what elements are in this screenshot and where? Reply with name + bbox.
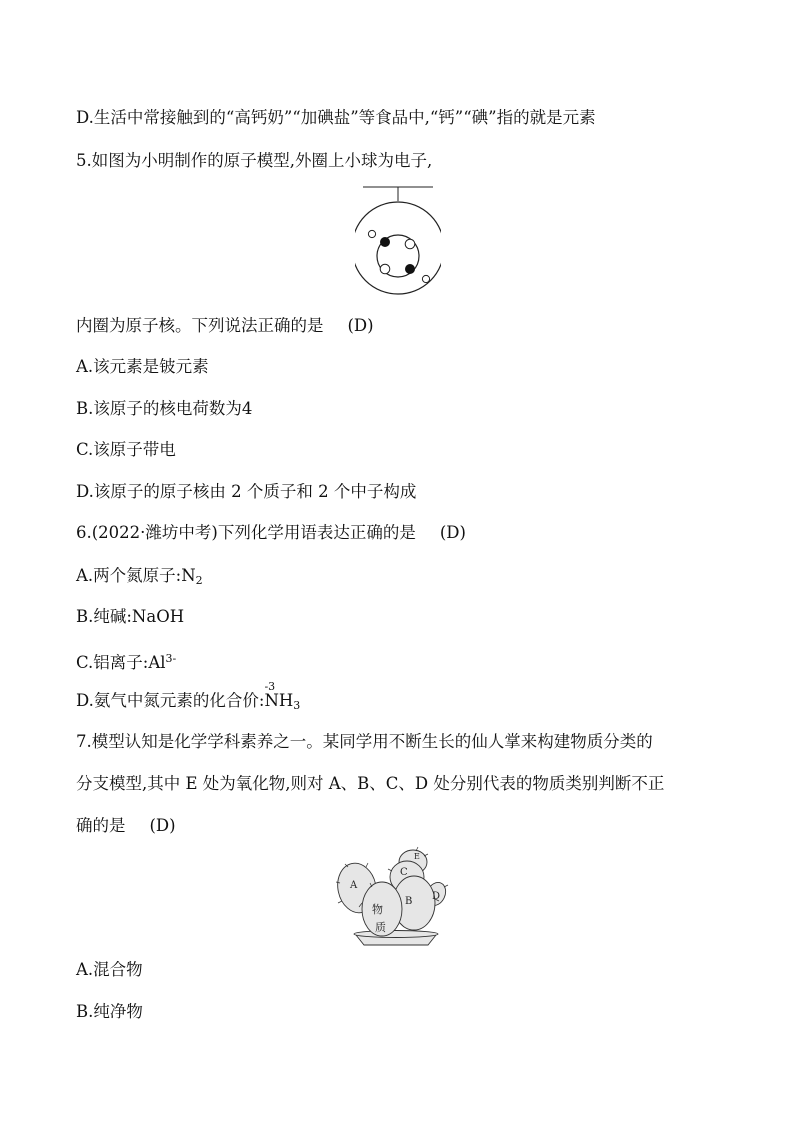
cactus-label-e: E [414, 852, 420, 861]
cactus-label-b: B [405, 896, 413, 907]
q6-option-d: D.氨气中氮元素的化合价: -3 $NH_3$ [76, 691, 300, 716]
proton [405, 264, 415, 274]
q6-stem: 6.(2022·潍坊中考)下列化学用语表达正确的是 (D) [76, 523, 466, 542]
cactus-label-body-1: 物 [372, 903, 383, 916]
cactus-label-c: C [400, 867, 408, 878]
q5-option-d: D.该原子的原子核由 2 个质子和 2 个中子构成 [76, 482, 417, 501]
q7-stem-2: 分支模型,其中 E 处为氧化物,则对 A、B、C、D 处分别代表的物质类别判断不正 [76, 774, 665, 793]
cactus-label-d: D [432, 891, 441, 902]
cactus-classification-figure [336, 843, 458, 947]
electron [368, 230, 375, 237]
q6-option-a: A.两个氮原子$:N_2$ [76, 566, 203, 587]
atom-model-figure [355, 183, 441, 295]
neutron [380, 264, 390, 274]
electron [422, 275, 429, 282]
q7-option-b: B.纯净物 [76, 1002, 143, 1021]
q5-option-c: C.该原子带电 [76, 440, 176, 459]
cactus-label-a: A [350, 880, 358, 891]
q6-option-b: B.纯碱:NaOH [76, 607, 185, 626]
q5-stem: 5.如图为小明制作的原子模型,外圈上小球为电子, [76, 151, 433, 170]
valence-label: -3 [264, 680, 276, 693]
q7-stem-1: 7.模型认知是化学学科素养之一。某同学用不断生长的仙人掌来构建物质分类的 [76, 732, 653, 751]
q7-stem-3: 确的是 (D) [76, 816, 176, 835]
cactus-label-body-2: 质 [375, 921, 386, 934]
q6-option-c: C.铝离子$:Al^{3-}$ [76, 652, 177, 672]
q7-option-a: A.混合物 [76, 960, 143, 979]
option-d-prev: D.生活中常接触到的“高钙奶”“加碘盐”等食品中,“钙”“碘”指的就是元素 [76, 108, 596, 127]
proton [380, 237, 390, 247]
neutron [405, 239, 415, 249]
q5-stem-cont: 内圈为原子核。下列说法正确的是 (D) [76, 316, 374, 335]
q5-option-a: A.该元素是铍元素 [76, 357, 209, 376]
q5-option-b: B.该原子的核电荷数为4 [76, 399, 253, 418]
